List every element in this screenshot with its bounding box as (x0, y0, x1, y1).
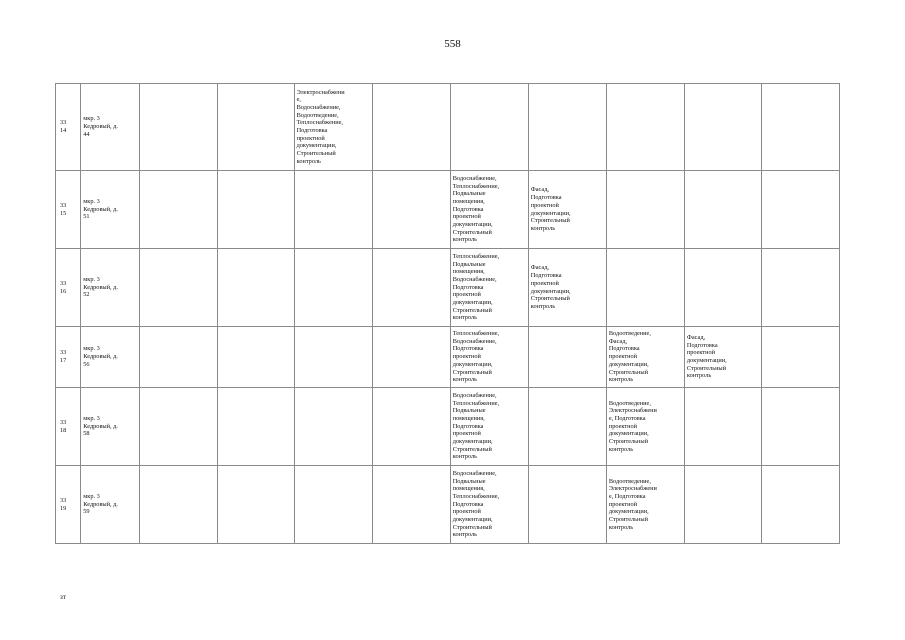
table-cell (372, 327, 450, 388)
works-table (55, 83, 840, 544)
table-cell (217, 249, 294, 327)
table-cell (294, 171, 372, 249)
table-cell (217, 388, 294, 466)
table-cell (372, 249, 450, 327)
row-number-cell: 33 16 (56, 249, 81, 327)
table-cell (606, 249, 684, 327)
row-number-cell: 33 15 (56, 171, 81, 249)
footer-code: зт (60, 593, 66, 601)
address-cell: мкр. 3 Кедровый, д. 51 (81, 171, 139, 249)
table-cell: Теплоснабжение, Подвальные помещения, Водоснабжение, Подготовка проектной документации, Строительный контроль (450, 249, 528, 327)
table-cell: Водоотведение, Фасад, Подготовка проектной документации, Строительный контроль (606, 327, 684, 388)
table-cell (761, 466, 839, 544)
row-number-cell: 33 17 (56, 327, 81, 388)
table-cell (217, 327, 294, 388)
table-cell (684, 249, 761, 327)
row-number-cell: 33 19 (56, 466, 81, 544)
row-number-cell: 33 18 (56, 388, 81, 466)
table-cell (761, 171, 839, 249)
address-cell: мкр. 3 Кедровый, д. 59 (81, 466, 139, 544)
table-cell (606, 171, 684, 249)
table-cell (139, 327, 217, 388)
table-cell (761, 249, 839, 327)
table-cell (139, 466, 217, 544)
table-cell: Электроснабжени е, Водоснабжение, Водоотведение, Теплоснабжение, Подготовка проектной документации, Строительный контроль (294, 84, 372, 171)
table-cell (372, 466, 450, 544)
table-cell: Водоснабжение, Теплоснабжение, Подвальные помещения, Подготовка проектной документации, Строительный контроль (450, 171, 528, 249)
table-cell (372, 388, 450, 466)
table-cell (684, 84, 761, 171)
row-number-cell: 33 14 (56, 84, 81, 171)
table-cell (139, 84, 217, 171)
table-cell (761, 84, 839, 171)
table-cell (139, 388, 217, 466)
table-cell (528, 327, 606, 388)
page-number: 558 (444, 38, 461, 50)
table-cell (372, 84, 450, 171)
table-row (56, 466, 840, 544)
table-cell: Фасад, Подготовка проектной документации, Строительный контроль (528, 249, 606, 327)
table-cell (684, 171, 761, 249)
table-cell (139, 171, 217, 249)
table-cell (139, 249, 217, 327)
address-cell: мкр. 3 Кедровый, д. 44 (81, 84, 139, 171)
table-cell (528, 466, 606, 544)
table-cell: Водоотведение, Электроснабжени е, Подготовка проектной документации, Строительный контроль (606, 466, 684, 544)
address-cell: мкр. 3 Кедровый, д. 58 (81, 388, 139, 466)
table-cell (684, 466, 761, 544)
table-cell (294, 249, 372, 327)
table-body (56, 84, 840, 544)
address-cell: мкр. 3 Кедровый, д. 52 (81, 249, 139, 327)
table-cell (528, 388, 606, 466)
table-cell: Водоснабжение, Подвальные помещения, Теплоснабжение, Подготовка проектной документации, Строительный контроль (450, 466, 528, 544)
table-cell (528, 84, 606, 171)
table-cell (450, 84, 528, 171)
table-cell: Фасад, Подготовка проектной документации, Строительный контроль (684, 327, 761, 388)
table-row (56, 327, 840, 388)
table-cell (217, 466, 294, 544)
table-row (56, 388, 840, 466)
table-cell (217, 84, 294, 171)
table-cell: Водоотведение, Электроснабжени е, Подготовка проектной документации, Строительный контроль (606, 388, 684, 466)
table-row (56, 84, 840, 171)
address-cell: мкр. 3 Кедровый, д. 56 (81, 327, 139, 388)
table-cell (372, 171, 450, 249)
table-cell (217, 171, 294, 249)
table-cell: Фасад, Подготовка проектной документации, Строительный контроль (528, 171, 606, 249)
table-cell (294, 327, 372, 388)
table-cell (294, 466, 372, 544)
table-cell: Теплоснабжение, Водоснабжение, Подготовка проектной документации, Строительный контроль (450, 327, 528, 388)
table-row (56, 171, 840, 249)
table-cell (684, 388, 761, 466)
table-cell (761, 327, 839, 388)
table-cell: Водоснабжение, Теплоснабжение, Подвальные помещения, Подготовка проектной документации, Строительный контроль (450, 388, 528, 466)
table-cell (294, 388, 372, 466)
table-cell (606, 84, 684, 171)
table-cell (761, 388, 839, 466)
table-row (56, 249, 840, 327)
